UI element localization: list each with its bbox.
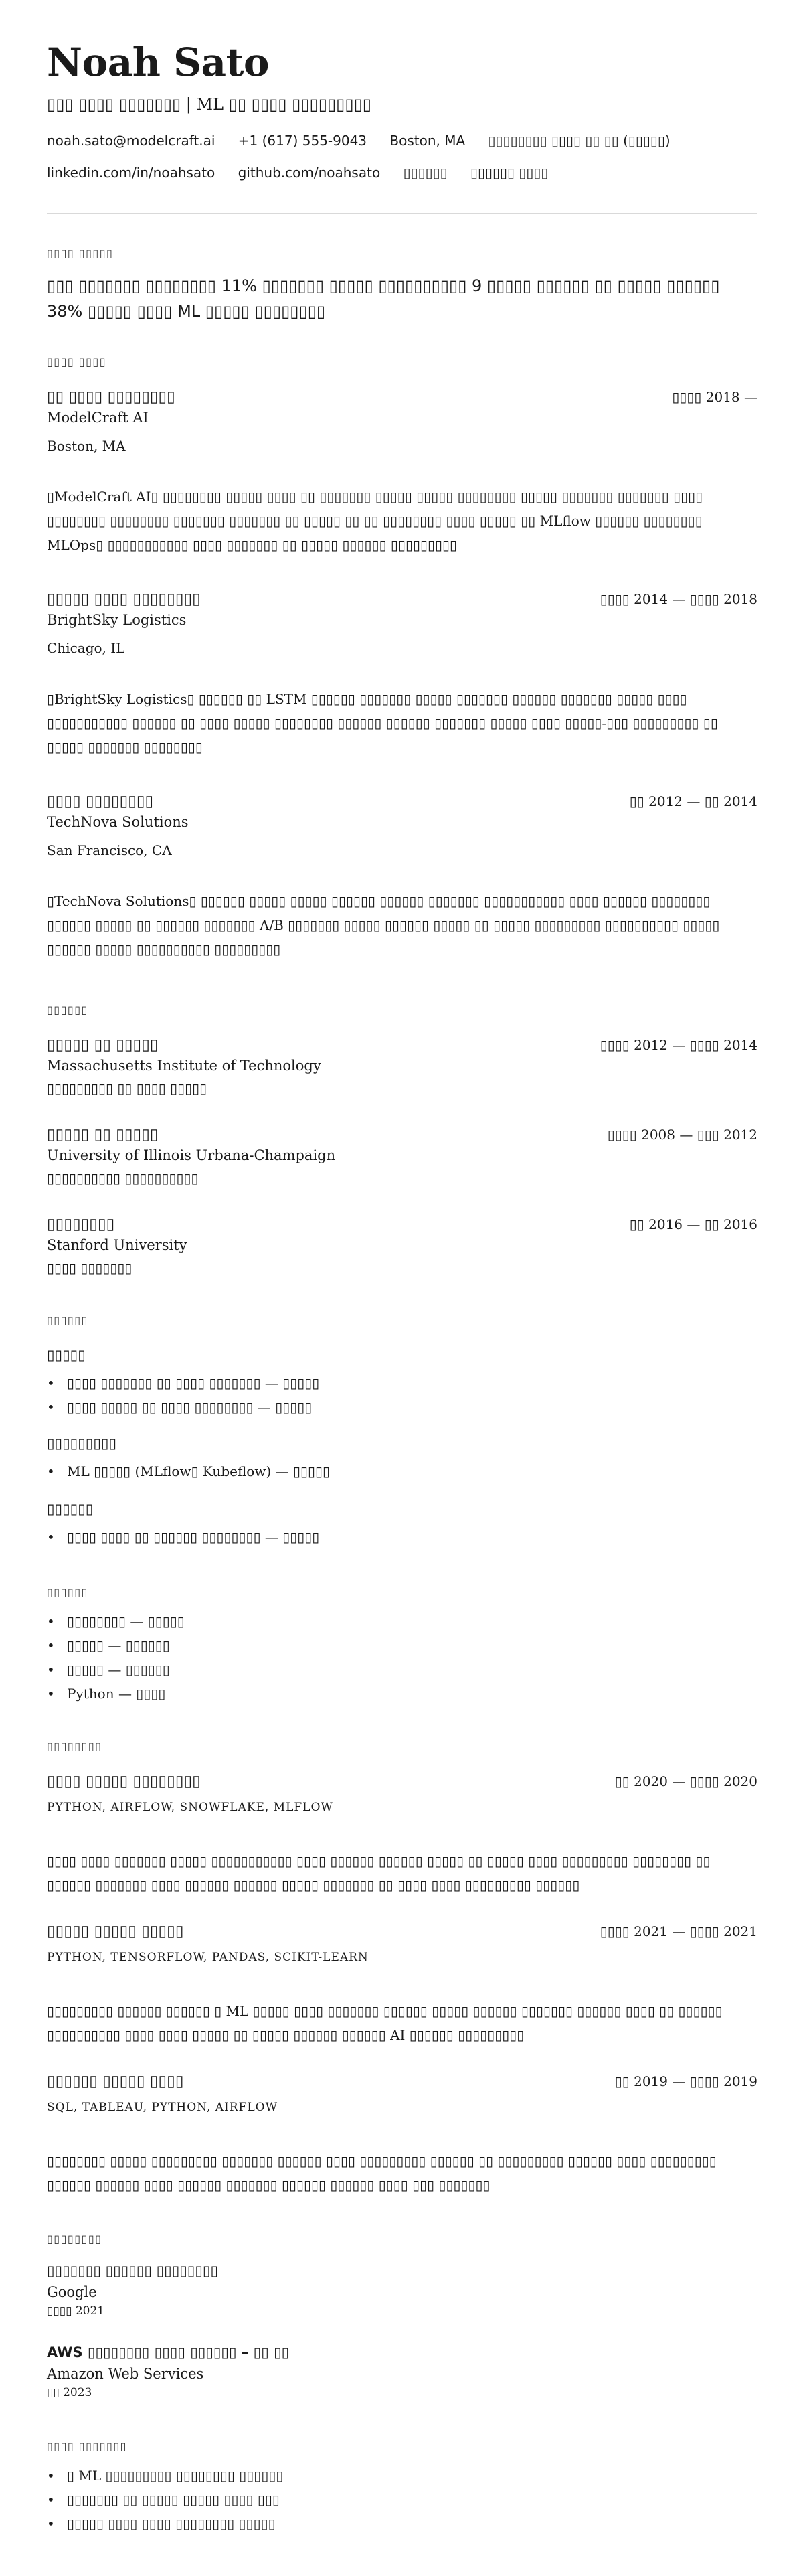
job-dates: ▯▯▯▯ 2014 — ▯▯▯▯ 2018 [600, 591, 757, 607]
school-name: University of Illinois Urbana-Champaign [47, 1147, 336, 1163]
project-name: ▯▯▯▯▯ ▯▯▯▯▯ ▯▯▯▯▯ [47, 1923, 184, 1940]
job-title: ▯▯▯▯ ▯▯▯▯▯▯▯▯ [47, 793, 154, 810]
field-of-study: ▯▯▯▯▯▯▯▯▯▯ ▯▯▯▯▯▯▯▯▯▯ [47, 1170, 199, 1186]
certification-date: ▯▯ 2023 [47, 2386, 92, 2399]
skill-list [47, 1525, 757, 1549]
header-divider [47, 213, 757, 214]
skill-item: • ML ▯▯▯▯▯ (MLflow▯ Kubeflow) — ▯▯▯▯▯ [47, 1459, 757, 1483]
degree-title: ▯▯▯▯▯▯▯▯ [47, 1216, 115, 1233]
project-item [47, 2071, 757, 2197]
job-description: ▯TechNova Solutions▯ ▯▯▯▯▯▯ ▯▯▯▯▯ ▯▯▯▯▯ ▯▯▯▯▯▯ ▯▯▯▯▯▯ ▯▯▯▯▯▯▯ ▯▯▯▯▯▯▯▯▯▯▯ ▯▯▯▯ ▯▯▯▯▯▯ ▯▯▯▯▯▯▯▯ ▯▯▯▯▯▯ ▯▯▯▯▯ ▯▯ ▯▯▯▯▯▯ ▯▯▯▯▯▯▯ A/B ▯▯▯▯▯▯▯ ▯▯▯▯▯ ▯▯▯▯▯▯ ▯▯▯▯▯ ▯▯ ▯▯▯▯▯ ▯▯▯▯▯▯▯▯▯ ▯▯▯▯▯▯▯▯▯▯ ▯▯▯▯▯ ▯▯▯▯▯▯ ▯▯▯▯▯ ▯▯▯▯▯▯▯▯▯▯ ▯▯▯▯▯▯▯▯▯ [47, 893, 720, 957]
field-of-study: ▯▯▯▯ ▯▯▯▯▯▯▯ [47, 1260, 132, 1276]
job-location: Chicago, IL [47, 640, 125, 656]
skill-item: • ▯▯▯▯ ▯▯▯▯ ▯▯ ▯▯▯▯▯▯ ▯▯▯▯▯▯▯▯ — ▯▯▯▯▯ [47, 1525, 757, 1549]
language-item: • ▯▯▯▯▯ — ▯▯▯▯▯▯ [47, 1633, 757, 1658]
contact-row-2 [47, 163, 567, 182]
skill-item: • ▯▯▯▯ ▯▯▯▯▯▯▯ ▯▯ ▯▯▯▯ ▯▯▯▯▯▯▯ — ▯▯▯▯▯ [47, 1371, 757, 1395]
project-tech-stack: PYTHON, AIRFLOW, SNOWFLAKE, MLFLOW [47, 1801, 333, 1814]
experience-item [47, 589, 757, 759]
location-text: Boston, MA [389, 133, 466, 149]
company-name: BrightSky Logistics [47, 612, 187, 628]
contact-extra-1[interactable]: ▯▯▯▯▯▯ [403, 165, 448, 181]
education-dates: ▯▯▯▯ 2008 — ▯▯▯ 2012 [607, 1127, 757, 1143]
job-location: San Francisco, CA [47, 842, 172, 858]
language-item: • Python — ▯▯▯▯ [47, 1682, 757, 1706]
skill-list [47, 1459, 757, 1483]
certification-date: ▯▯▯▯ 2021 [47, 2304, 105, 2318]
certification-issuer: Google [47, 2284, 97, 2300]
certification-issuer: Amazon Web Services [47, 2366, 204, 2382]
headline: ▯▯▯ ▯▯▯▯ ▯▯▯▯▯▯▯ | ML ▯▯ ▯▯▯▯ ▯▯▯▯▯▯▯▯▯ [47, 95, 372, 114]
experience-section-title: ▯▯▯▯ ▯▯▯▯ [47, 355, 107, 368]
github-link[interactable]: github.com/noahsato [238, 165, 381, 181]
skill-group-title: ▯▯▯▯▯▯ [47, 1501, 94, 1517]
company-name: ModelCraft AI [47, 410, 149, 426]
summary-section-title: ▯▯▯▯ ▯▯▯▯▯ [47, 247, 114, 260]
project-dates: ▯▯ 2019 — ▯▯▯▯ 2019 [614, 2073, 757, 2089]
job-dates: ▯▯ 2012 — ▯▯ 2014 [629, 793, 757, 809]
job-description: ▯BrightSky Logistics▯ ▯▯▯▯▯▯ ▯▯ LSTM ▯▯▯▯▯▯ ▯▯▯▯▯▯▯ ▯▯▯▯▯ ▯▯▯▯▯▯▯ ▯▯▯▯▯▯ ▯▯▯▯▯▯▯ ▯▯▯▯▯ ▯▯▯▯ ▯▯▯▯▯▯▯▯▯▯▯ ▯▯▯▯▯▯ ▯▯ ▯▯▯▯ ▯▯▯▯▯ ▯▯▯▯▯▯▯▯ ▯▯▯▯▯▯ ▯▯▯▯▯▯ ▯▯▯▯▯▯▯ ▯▯▯▯▯ ▯▯▯▯ ▯▯▯▯▯-▯▯▯ ▯▯▯▯▯▯▯▯▯ ▯▯ ▯▯▯▯▯ ▯▯▯▯▯▯▯ ▯▯▯▯▯▯▯▯ [47, 691, 718, 755]
skills-section-title: ▯▯▯▯▯▯ [47, 1314, 88, 1327]
project-name: ▯▯▯▯ ▯▯▯▯▯ ▯▯▯▯▯▯▯▯ [47, 1773, 201, 1790]
project-tech-stack: PYTHON, TENSORFLOW, PANDAS, SCIKIT-LEARN [47, 1951, 369, 1964]
interest-item: • ▯ ML ▯▯▯▯▯▯▯▯▯ ▯▯▯▯▯▯▯▯ ▯▯▯▯▯▯ [47, 2464, 757, 2488]
job-description: ▯ModelCraft AI▯ ▯▯▯▯▯▯▯▯ ▯▯▯▯▯ ▯▯▯▯ ▯▯ ▯▯▯▯▯▯▯ ▯▯▯▯▯ ▯▯▯▯▯ ▯▯▯▯▯▯▯▯ ▯▯▯▯▯ ▯▯▯▯▯▯▯ ▯▯▯▯▯▯▯ ▯▯▯▯ ▯▯▯▯▯▯▯▯ ▯▯▯▯▯▯▯▯ ▯▯▯▯▯▯▯ ▯▯▯▯▯▯▯ ▯▯ ▯▯▯▯▯ ▯▯ ▯▯ ▯▯▯▯▯▯▯▯ ▯▯▯▯ ▯▯▯▯▯ ▯▯ MLflow ▯▯▯▯▯▯ ▯▯▯▯▯▯▯▯ MLOps▯ ▯▯▯▯▯▯▯▯▯▯▯ ▯▯▯▯ ▯▯▯▯▯▯▯ ▯▯ ▯▯▯▯▯ ▯▯▯▯▯▯ ▯▯▯▯▯▯▯▯▯ [47, 489, 703, 553]
projects-section-title: ▯▯▯▯▯▯▯▯ [47, 1740, 102, 1753]
language-item: • ▯▯▯▯▯▯▯▯ — ▯▯▯▯▯ [47, 1609, 757, 1633]
project-tech-stack: SQL, TABLEAU, PYTHON, AIRFLOW [47, 2101, 278, 2114]
project-name: ▯▯▯▯▯▯ ▯▯▯▯▯ ▯▯▯▯ [47, 2073, 184, 2090]
language-item: • ▯▯▯▯▯ — ▯▯▯▯▯▯ [47, 1658, 757, 1682]
job-title: ▯▯ ▯▯▯▯ ▯▯▯▯▯▯▯▯ [47, 388, 175, 406]
certification-item [47, 2343, 757, 2401]
contact-extra-2[interactable]: ▯▯▯▯▯▯ ▯▯▯▯ [470, 165, 549, 181]
job-title: ▯▯▯▯▯ ▯▯▯▯ ▯▯▯▯▯▯▯▯ [47, 590, 201, 608]
company-name: TechNova Solutions [47, 814, 189, 830]
interest-item: • ▯▯▯▯▯▯▯ ▯▯ ▯▯▯▯▯ ▯▯▯▯▯ ▯▯▯▯ ▯▯▯ [47, 2488, 757, 2512]
project-description: ▯▯▯▯▯▯▯▯▯ ▯▯▯▯▯▯ ▯▯▯▯▯▯ ▯ ML ▯▯▯▯▯ ▯▯▯▯ ▯▯▯▯▯▯▯ ▯▯▯▯▯▯ ▯▯▯▯▯ ▯▯▯▯▯▯ ▯▯▯▯▯▯▯ ▯▯▯▯▯▯ ▯▯▯▯ ▯▯ ▯▯▯▯▯▯ ▯▯▯▯▯▯▯▯▯▯ ▯▯▯▯ ▯▯▯▯ ▯▯▯▯▯ ▯▯ ▯▯▯▯▯ ▯▯▯▯▯▯ ▯▯▯▯▯▯ AI ▯▯▯▯▯▯ ▯▯▯▯▯▯▯▯▯ [47, 2003, 723, 2043]
degree-title: ▯▯▯▯▯ ▯▯ ▯▯▯▯▯ [47, 1126, 159, 1143]
project-dates: ▯▯ 2020 — ▯▯▯▯ 2020 [614, 1773, 757, 1789]
education-dates: ▯▯ 2016 — ▯▯ 2016 [629, 1216, 757, 1232]
phone-number[interactable]: +1 (617) 555-9043 [238, 133, 367, 149]
skill-item: • ▯▯▯▯ ▯▯▯▯▯ ▯▯ ▯▯▯▯ ▯▯▯▯▯▯▯▯ — ▯▯▯▯▯ [47, 1395, 757, 1419]
summary-text: ▯▯▯ ▯▯▯▯▯▯▯ ▯▯▯▯▯▯▯▯ 11% ▯▯▯▯▯▯▯ ▯▯▯▯▯ ▯▯▯▯▯▯▯▯▯▯ 9 ▯▯▯▯▯ ▯▯▯▯▯▯ ▯▯ ▯▯▯▯▯ ▯▯▯▯▯▯ 38% ▯▯▯▯▯ ▯▯▯▯ ML ▯▯▯▯▯ ▯▯▯▯▯▯▯▯ [47, 276, 720, 321]
job-dates: ▯▯▯▯ 2018 — [672, 389, 757, 405]
certifications-section-title: ▯▯▯▯▯▯▯▯ [47, 2233, 102, 2245]
education-item [47, 1125, 757, 1188]
education-item [47, 1214, 757, 1277]
candidate-name: Noah Sato [47, 39, 270, 85]
interest-item: • ▯▯▯▯▯ ▯▯▯▯ ▯▯▯▯ ▯▯▯▯▯▯▯▯ ▯▯▯▯▯ [47, 2512, 757, 2536]
language-list [47, 1609, 757, 1706]
certification-item [47, 2261, 757, 2319]
interest-list [47, 2464, 757, 2536]
certification-name: ▯▯▯▯▯▯▯ ▯▯▯▯▯▯ ▯▯▯▯▯▯▯▯ [47, 2263, 219, 2279]
education-section-title: ▯▯▯▯▯▯ [47, 1003, 88, 1016]
school-name: Massachusetts Institute of Technology [47, 1058, 321, 1074]
experience-item [47, 387, 757, 557]
project-item [47, 1921, 757, 2047]
work-authorization: ▯▯▯▯▯▯▯▯ ▯▯▯▯ ▯▯ ▯▯ (▯▯▯▯▯) [488, 133, 671, 149]
languages-section-title: ▯▯▯▯▯▯ [47, 1586, 88, 1599]
project-item [47, 1771, 757, 1897]
skill-group-title: ▯▯▯▯▯ [47, 1347, 86, 1363]
job-location: Boston, MA [47, 438, 126, 454]
education-dates: ▯▯▯▯ 2012 — ▯▯▯▯ 2014 [600, 1037, 757, 1053]
school-name: Stanford University [47, 1237, 187, 1253]
email-link[interactable]: noah.sato@modelcraft.ai [47, 133, 215, 149]
contact-row-1 [47, 131, 689, 150]
field-of-study: ▯▯▯▯▯▯▯▯▯ ▯▯ ▯▯▯▯ ▯▯▯▯▯ [47, 1080, 207, 1097]
experience-item [47, 791, 757, 961]
skill-list [47, 1371, 757, 1419]
project-description: ▯▯▯▯▯▯▯▯ ▯▯▯▯▯ ▯▯▯▯▯▯▯▯▯ ▯▯▯▯▯▯▯ ▯▯▯▯▯▯ ▯▯▯▯ ▯▯▯▯▯▯▯▯▯ ▯▯▯▯▯▯ ▯▯ ▯▯▯▯▯▯▯▯▯ ▯▯▯▯▯▯ ▯▯▯▯ ▯▯▯▯▯▯▯▯▯ ▯▯▯▯▯▯ ▯▯▯▯▯▯ ▯▯▯▯ ▯▯▯▯▯▯ ▯▯▯▯▯▯▯ ▯▯▯▯▯▯ ▯▯▯▯▯▯ ▯▯▯▯ ▯▯▯ ▯▯▯▯▯▯▯ [47, 2153, 717, 2193]
degree-title: ▯▯▯▯▯ ▯▯ ▯▯▯▯▯ [47, 1036, 159, 1054]
skill-group-title: ▯▯▯▯▯▯▯▯▯ [47, 1435, 117, 1451]
linkedin-link[interactable]: linkedin.com/in/noahsato [47, 165, 215, 181]
certification-name: AWS ▯▯▯▯▯▯▯▯ ▯▯▯▯ ▯▯▯▯▯▯ – ▯▯ ▯▯ [47, 2344, 290, 2360]
education-item [47, 1035, 757, 1098]
project-dates: ▯▯▯▯ 2021 — ▯▯▯▯ 2021 [600, 1923, 757, 1939]
project-description: ▯▯▯▯ ▯▯▯▯ ▯▯▯▯▯▯▯ ▯▯▯▯▯ ▯▯▯▯▯▯▯▯▯▯▯ ▯▯▯▯ ▯▯▯▯▯▯ ▯▯▯▯▯▯ ▯▯▯▯▯ ▯▯ ▯▯▯▯▯ ▯▯▯▯ ▯▯▯▯▯▯▯▯▯ ▯▯▯▯▯▯▯▯ ▯▯ ▯▯▯▯▯▯ ▯▯▯▯▯▯▯ ▯▯▯▯ ▯▯▯▯▯▯ ▯▯▯▯▯▯ ▯▯▯▯▯ ▯▯▯▯▯▯▯ ▯▯ ▯▯▯▯ ▯▯▯▯ ▯▯▯▯▯▯▯▯▯ ▯▯▯▯▯▯ [47, 1853, 711, 1893]
interests-section-title: ▯▯▯▯ ▯▯▯▯▯▯▯ [47, 2440, 127, 2453]
